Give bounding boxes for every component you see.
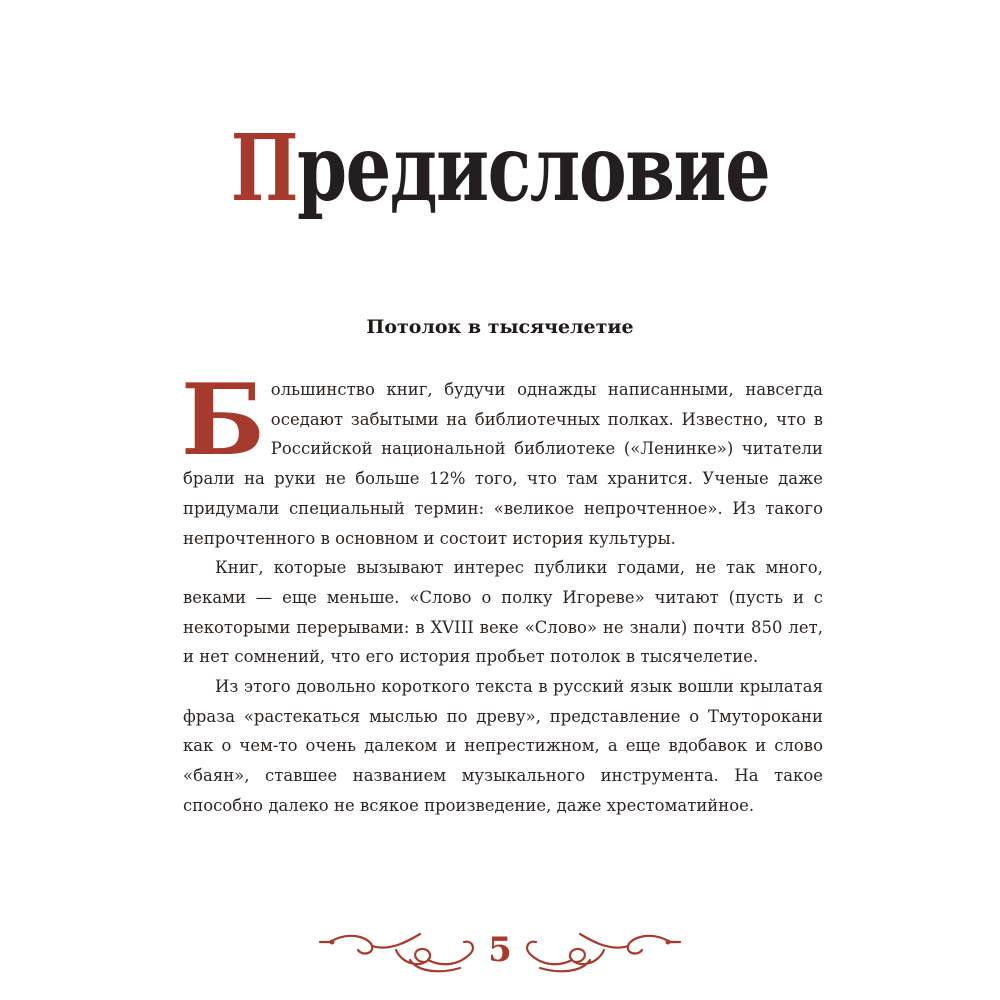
paragraph-1-text: ольшинство книг, будучи однажды написанными, навсегда оседают забытыми на библиотечных полках. Известно, что в Российской национальной библиотеке («Ленинке») читатели брали на руки не больше 12% того, что там хранится. Ученые даже придумали специальный термин: «великое непрочтенное». Из такого непрочтенного в основном и состоит история культуры.	[183, 380, 823, 548]
body-text	[181, 363, 823, 821]
section-heading: Потолок в тысячелетие	[366, 316, 634, 338]
page-number: 5	[488, 930, 512, 970]
page-title	[110, 108, 890, 228]
title-initial-letter: П	[230, 114, 298, 222]
paragraph-3: Из этого довольно короткого текста в русский язык вошли крылатая фраза «растекаться мыслью по древу», представление о Тмуторокани как о чем-то очень далеком и непрестижном, а еще вдобавок и слово «баян», ставшее названием музыкального инструмента. На такое способно далеко не всякое произведение, даже хрестоматийное.	[183, 677, 823, 815]
paragraph-1	[181, 363, 823, 553]
drop-cap: Б	[181, 363, 265, 478]
paragraph-2: Книг, которые вызывают интерес публики годами, не так много, веками — еще меньше. «Слово о полку Игореве» читают (пусть и с некоторыми перерывами: в XVIII веке «Слово» не знали) почти 850 лет, и нет сомнений, что его история пробьет потолок в тысячелетие.	[183, 558, 823, 667]
title-rest: редисловие	[297, 114, 770, 222]
